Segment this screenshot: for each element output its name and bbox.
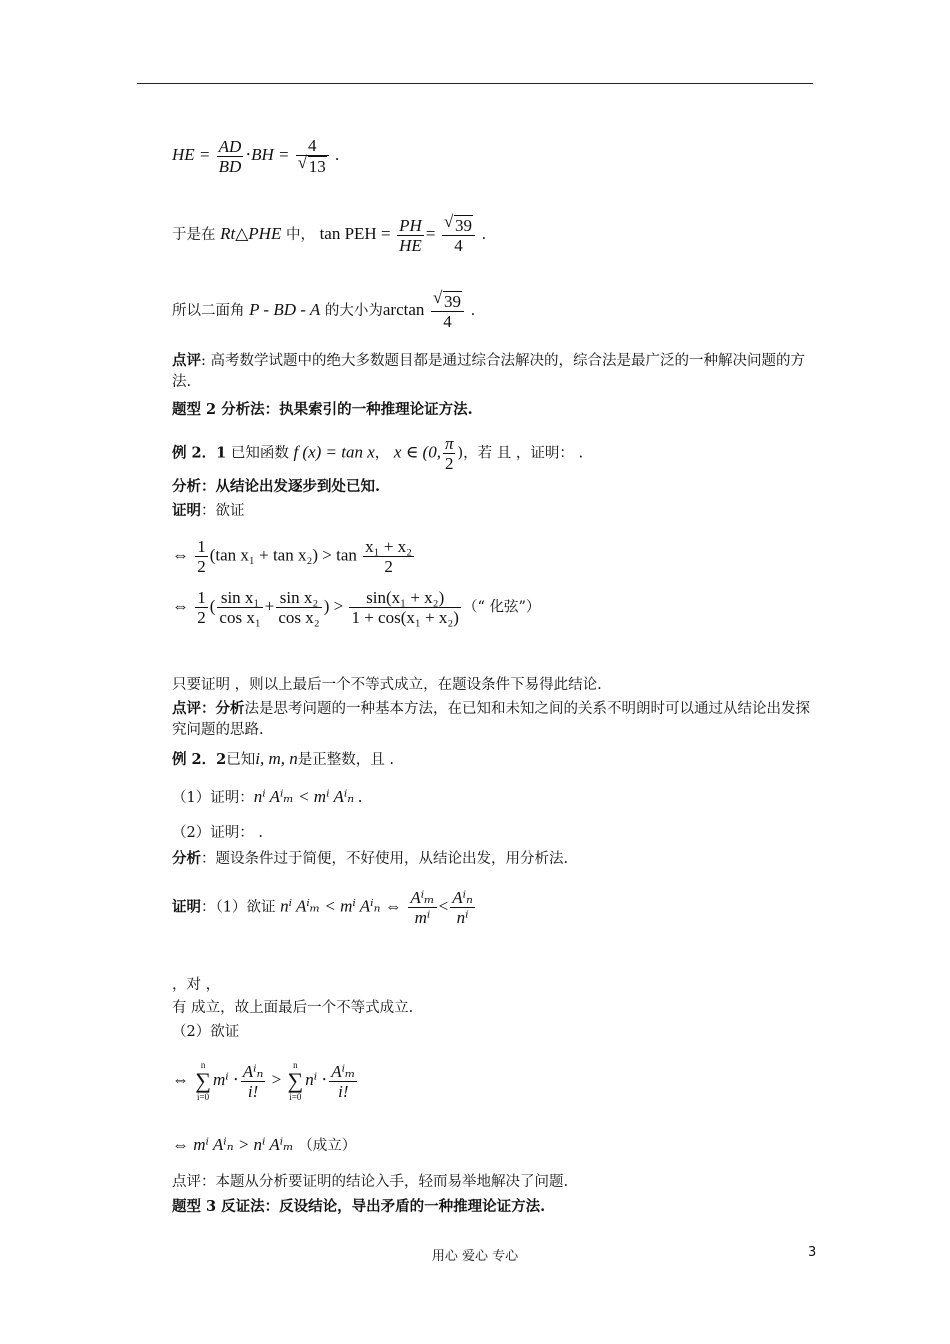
example-2-2 xyxy=(172,748,394,771)
proof-2: 证明：（1）欲证 nⁱ Aⁱₘ < mⁱ Aⁱₙ ⇔ $\frac{\text{Aⁱₘ}}{\text{mⁱ}}$ < $\frac{\text{Aⁱₙ}}{\text{nⁱ}}$ xyxy=(172,888,473,927)
he-frac-den: BD xyxy=(218,156,242,176)
step2-rhs-den: 1 + cos(x₁ + x₂) xyxy=(351,608,459,627)
sum-right-num: Aⁱₘ xyxy=(331,1061,356,1081)
sum-right-term: nⁱ ⋅ xyxy=(305,1069,328,1089)
proof-step-2: ⇔ $\frac{1}{2}$ ( $\frac{\text{sin x₁}}{\text{cos x₁}}$ + $\frac{\text{sin x₂}}{\text{cos x₂}}$ ) > $\frac{\text{sin(x₁ + x₂)}}{\text{1 + cos(x₁ + x₂)}}$ （“ 化弦”） xyxy=(172,588,541,627)
ex22-part2: （2）证明： . xyxy=(172,825,263,841)
step2-sin1: sin x₁ xyxy=(217,588,262,608)
step2-note: （“ 化弦”） xyxy=(462,599,541,616)
he-equation: HE = $\frac{AD}{BD}$ ⋅BH = 4 √ 13 . xyxy=(172,136,339,176)
step1-half-num: 1 xyxy=(197,537,206,556)
ex22-text: 已知 xyxy=(226,752,256,768)
ex21-domain: x ∈ (0, xyxy=(393,442,441,462)
final-expr: ⇔ mⁱ Aⁱₙ > nⁱ Aⁱₘ xyxy=(172,1135,294,1154)
ex22-tail: 是正整数，且 . xyxy=(297,752,394,768)
ex21-label: 例 2．1 xyxy=(172,444,227,462)
he-val-den: √ 13 xyxy=(308,156,327,176)
ex21-tail: )，若 且 ，证明： . xyxy=(457,445,584,462)
comment1-text: : 高考数学试题中的绝大多数题目都是通过综合法解决的，综合法是最广泛的一种解决问题的方法. xyxy=(172,353,805,390)
analysis-2 xyxy=(172,848,568,870)
type2-heading: 题型 2 分析法：执果索引的一种推理论证方法. xyxy=(172,401,473,418)
dihedral-arctan: arctan xyxy=(382,300,425,319)
sum-left-den: i! xyxy=(247,1081,259,1101)
sum-left-bottom: i=0 xyxy=(197,1092,210,1102)
comment-2 xyxy=(172,698,817,741)
analysis2-label: 分析 xyxy=(172,850,201,867)
ex21-func: f (x) = tan x xyxy=(293,442,375,462)
proof2-frac1-num: Aⁱₘ xyxy=(410,888,435,907)
dihedral-expr: P - BD - A xyxy=(249,300,321,319)
step1-half-den: 2 xyxy=(197,557,206,576)
proof2-frac1-den: mⁱ xyxy=(414,908,431,927)
tan-peh-line: 于是在 Rt△PHE 中， tan PEH = $\frac{PH}{HE}$ = √ $\frac{39}{4}$ . xyxy=(172,215,486,255)
proof2-text: ：（1）欲证 xyxy=(201,899,276,916)
ex22-part1 xyxy=(172,786,363,809)
proof1-label: 证明 xyxy=(172,502,201,519)
rt-tan: tan PEH = xyxy=(319,224,391,243)
only-prove: 只要证明 ，则以上最后一个不等式成立，在题设条件下易得此结论. xyxy=(172,677,602,693)
sum-right-den: i! xyxy=(338,1081,349,1101)
rt-val-num: √ 39 xyxy=(454,215,473,235)
rt-prefix: 于是在 xyxy=(172,227,216,243)
comment2-text: 法是思考问题的一种基本方法，在已知和未知之间的关系不明朗时可以通过从结论出发探究问题的思路. xyxy=(172,701,810,738)
ex22-vars: i, m, n xyxy=(255,749,298,768)
sum-left-term: mⁱ ⋅ xyxy=(212,1069,239,1089)
step2-sin2: sin x₂ xyxy=(276,588,321,608)
comment1-label: 点评 xyxy=(172,352,201,369)
proof2-frac2-num: Aⁱₙ xyxy=(452,888,473,907)
proof2-label: 证明 xyxy=(172,898,201,916)
proof2-expr: nⁱ Aⁱₘ < mⁱ Aⁱₙ ⇔ xyxy=(280,896,402,916)
step1-frac-num: x₁ + x₂ xyxy=(365,537,413,556)
rt-mid: 中， xyxy=(285,227,315,243)
step2-cos2: cos x₂ xyxy=(278,608,320,627)
ex21-pi: π xyxy=(444,434,454,453)
header-rule xyxy=(137,83,813,84)
example-2-1: 例 2．1 已知函数 f (x) = tan x， x ∈ (0, $\frac{\pi}{2}$ )，若 且 ，证明： . xyxy=(172,434,584,473)
ex21-text: 已知函数 xyxy=(230,445,289,462)
sum-right: n ∑ i=0 xyxy=(287,1060,304,1102)
comment2-label: 点评 xyxy=(172,700,201,717)
sum-left-num: Aⁱₙ xyxy=(242,1061,264,1081)
sum-right-bottom: i=0 xyxy=(289,1092,302,1102)
ex22-p1-expr: nⁱ Aⁱₘ < mⁱ Aⁱₙ . xyxy=(253,787,363,806)
step2-cos1: cos x₁ xyxy=(219,608,261,627)
dihedral-mid: 的大小为 xyxy=(324,303,383,319)
dihedral-den: 4 xyxy=(443,312,452,331)
comment-3: 点评：本题从分析要证明的结论入手，轻而易举地解决了问题. xyxy=(172,1174,569,1190)
rt-frac-den: HE xyxy=(399,235,422,255)
page-number: 3 xyxy=(808,1245,817,1260)
you-line: 有 成立，故上面最后一个不等式成立. xyxy=(172,1000,414,1016)
dihedral-text: 所以二面角 xyxy=(172,303,245,319)
ex22-label: 例 2．2 xyxy=(172,751,227,768)
step1-expr: (tan x₁ + tan x₂) > tan xyxy=(209,545,357,565)
final-line xyxy=(172,1134,356,1157)
p2-yu: （2）欲证 xyxy=(172,1024,240,1040)
sum-inequality: ⇔ n ∑ i=0mⁱ ⋅ $\frac{\text{Aⁱₙ}}{i!}$ > n ∑ i=0nⁱ ⋅ $\frac{\text{Aⁱₘ}}{i!}$ xyxy=(172,1060,356,1102)
step2-rhs-num: sin(x₁ + x₂) xyxy=(349,588,461,608)
analysis2-text: ：题设条件过于简便，不好使用，从结论出发，用分析法. xyxy=(201,851,569,867)
type3-heading: 题型 3 反证法：反设结论，导出矛盾的一种推理论证方法. xyxy=(172,1198,546,1215)
proof1-text: ：欲证 xyxy=(201,503,245,519)
sum-right-top: n xyxy=(293,1060,298,1070)
sum-left: n ∑ i=0 xyxy=(195,1060,211,1102)
comment2-bold: ：分析 xyxy=(201,700,245,717)
proof2-frac2-den: nⁱ xyxy=(456,908,469,927)
proof-1 xyxy=(172,500,245,522)
dihedral-num: √ 39 xyxy=(443,291,462,311)
analysis-1: 分析：从结论出发逐步到处已知. xyxy=(172,478,381,495)
comment-1 xyxy=(172,350,817,393)
footer-text: 用心 爱心 专心 xyxy=(431,1249,519,1264)
rt-val-den: 4 xyxy=(454,236,463,255)
final-note: （成立） xyxy=(298,1138,357,1154)
rt-frac-num: PH xyxy=(399,215,422,235)
dui-line: ，对 ， xyxy=(172,977,221,993)
dihedral-line: 所以二面角 P - BD - A 的大小为arctan √ $\frac{39}{4}$ . xyxy=(172,291,475,331)
he-bh: ⋅BH = xyxy=(245,144,290,164)
he-label: HE = xyxy=(172,144,211,164)
sum-left-top: n xyxy=(200,1060,206,1070)
ex22-p1-label: （1）证明： xyxy=(172,790,254,806)
ex21-two: 2 xyxy=(444,454,454,473)
rt-triangle: Rt△PHE xyxy=(220,224,282,243)
he-val-num: 4 xyxy=(296,136,329,156)
step1-frac-den: 2 xyxy=(384,557,393,576)
proof-step-1: ⇔ $\frac{1}{2}$ (tan x₁ + tan x₂) > tan $\frac{\text{x₁ + x₂}}{2}$ xyxy=(172,537,413,576)
he-frac-num: AD xyxy=(218,136,242,156)
